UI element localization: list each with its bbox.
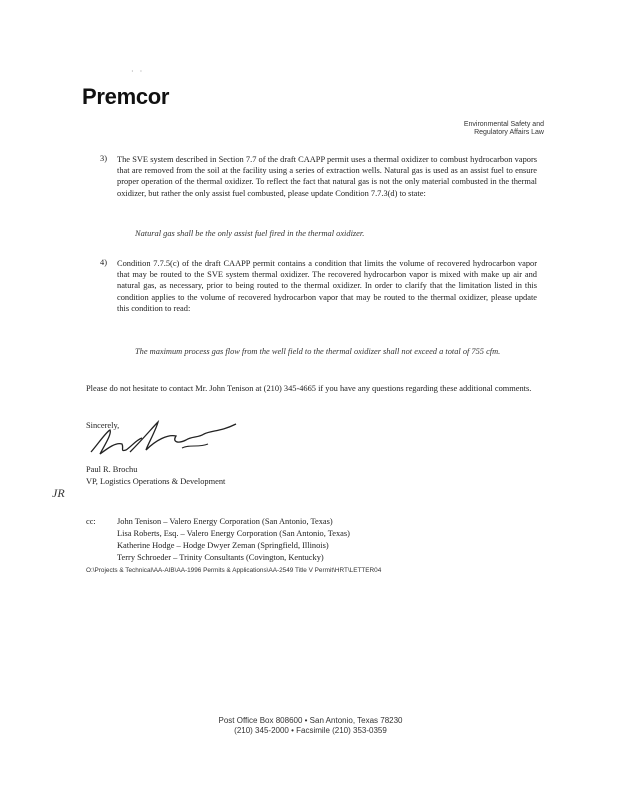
footer-address: Post Office Box 808600 • San Antonio, Texas 78230 (218, 716, 403, 725)
signer-title: VP, Logistics Operations & Development (86, 477, 226, 486)
signature-image (86, 418, 246, 460)
item-quote-4: The maximum process gas flow from the well field to the thermal oxidizer shall not exceed a total of 755 cfm. (135, 347, 501, 356)
salutation: Sincerely, (86, 421, 120, 430)
item-paragraph-3: The SVE system described in Section 7.7 of the draft CAAPP permit uses a thermal oxidizer to combust hydrocarbon vapors that are removed from the soil at the facility using a series of extraction wells. Natural gas is used as an assist fuel to ensure proper operation of the thermal oxidizer. To reflect the fact that natural gas is not the only material combusted in the thermal oxidizer, but rather the only assist fuel combusted, please update Condition 7.7.3(d) to state: (117, 155, 537, 198)
cc-recipient: John Tenison – Valero Energy Corporation (San Antonio, Texas) (117, 517, 333, 526)
item-quote-3: Natural gas shall be the only assist fuel fired in the thermal oxidizer. (135, 229, 365, 238)
item-number-4: 4) (100, 258, 107, 267)
department-line-2: Regulatory Affairs Law (474, 129, 544, 136)
cc-recipient: Katherine Hodge – Hodge Dwyer Zeman (Springfield, Illinois) (117, 541, 329, 550)
signer-name: Paul R. Brochu (86, 465, 138, 474)
closing-paragraph: Please do not hesitate to contact Mr. John Tenison at (210) 345-4665 if you have any questions regarding these additional comments. (86, 384, 532, 393)
department-line-1: Environmental Safety and (463, 121, 544, 128)
company-logo: Premcor (82, 84, 170, 109)
item-number-3: 3) (100, 154, 107, 163)
cc-recipient: Terry Schroeder – Trinity Consultants (Covington, Kentucky) (117, 553, 324, 562)
file-path: O:\Projects & Technical\AA-AIB\AA-1996 Permits & Applications\AA-2549 Title V Permit\HRT\LETTER04 (86, 567, 382, 574)
department-heading (364, 121, 544, 137)
cc-label: cc: (86, 517, 96, 526)
cc-recipient: Lisa Roberts, Esq. – Valero Energy Corporation (San Antonio, Texas) (117, 529, 350, 538)
item-paragraph-4: Condition 7.7.5(c) of the draft CAAPP permit contains a condition that limits the volume of recovered hydrocarbon vapor that may be routed to the SVE system thermal oxidizer. The recovered hydrocarbon vapor is mixed with make up air and natural gas, as necessary, prior to being routed to the thermal oxidizer. In order to clarify that the limitation listed in this condition applies to the volume of recovered hydrocarbon vapor that may be routed to the thermal oxidizer, please update this condition to read: (117, 259, 537, 313)
top-mark: · · (131, 67, 145, 76)
footer-phone: (210) 345-2000 • Facsimile (210) 353-0359 (234, 726, 387, 735)
handwritten-initials: JR (52, 486, 65, 500)
